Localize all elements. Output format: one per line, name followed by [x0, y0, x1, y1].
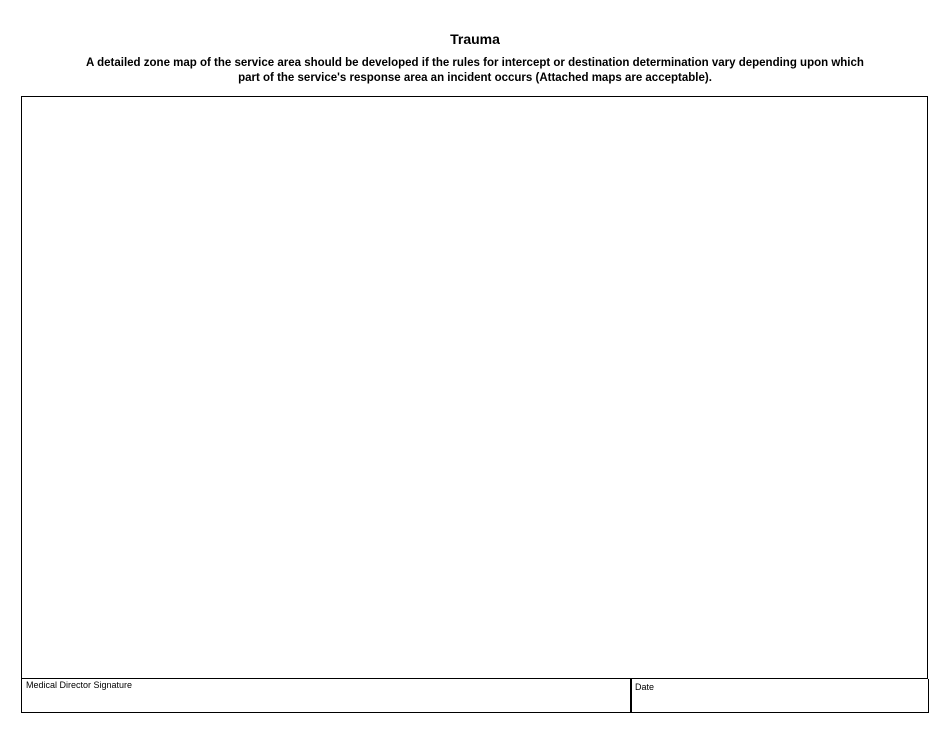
instructions-line-1: A detailed zone map of the service area should be developed if the rules for intercept or destination determination vary depending upon which [86, 57, 864, 69]
page-title: Trauma [450, 31, 500, 47]
zone-map-area[interactable] [21, 96, 928, 679]
medical-director-signature-field[interactable] [22, 679, 631, 712]
instructions-text [40, 56, 910, 86]
date-label: Date [635, 682, 655, 692]
signature-label: Medical Director Signature [26, 680, 133, 690]
date-field[interactable] [631, 679, 928, 712]
instructions-line-2: part of the service's response area an incident occurs (Attached maps are acceptable). [238, 72, 712, 84]
signature-row [21, 679, 929, 713]
